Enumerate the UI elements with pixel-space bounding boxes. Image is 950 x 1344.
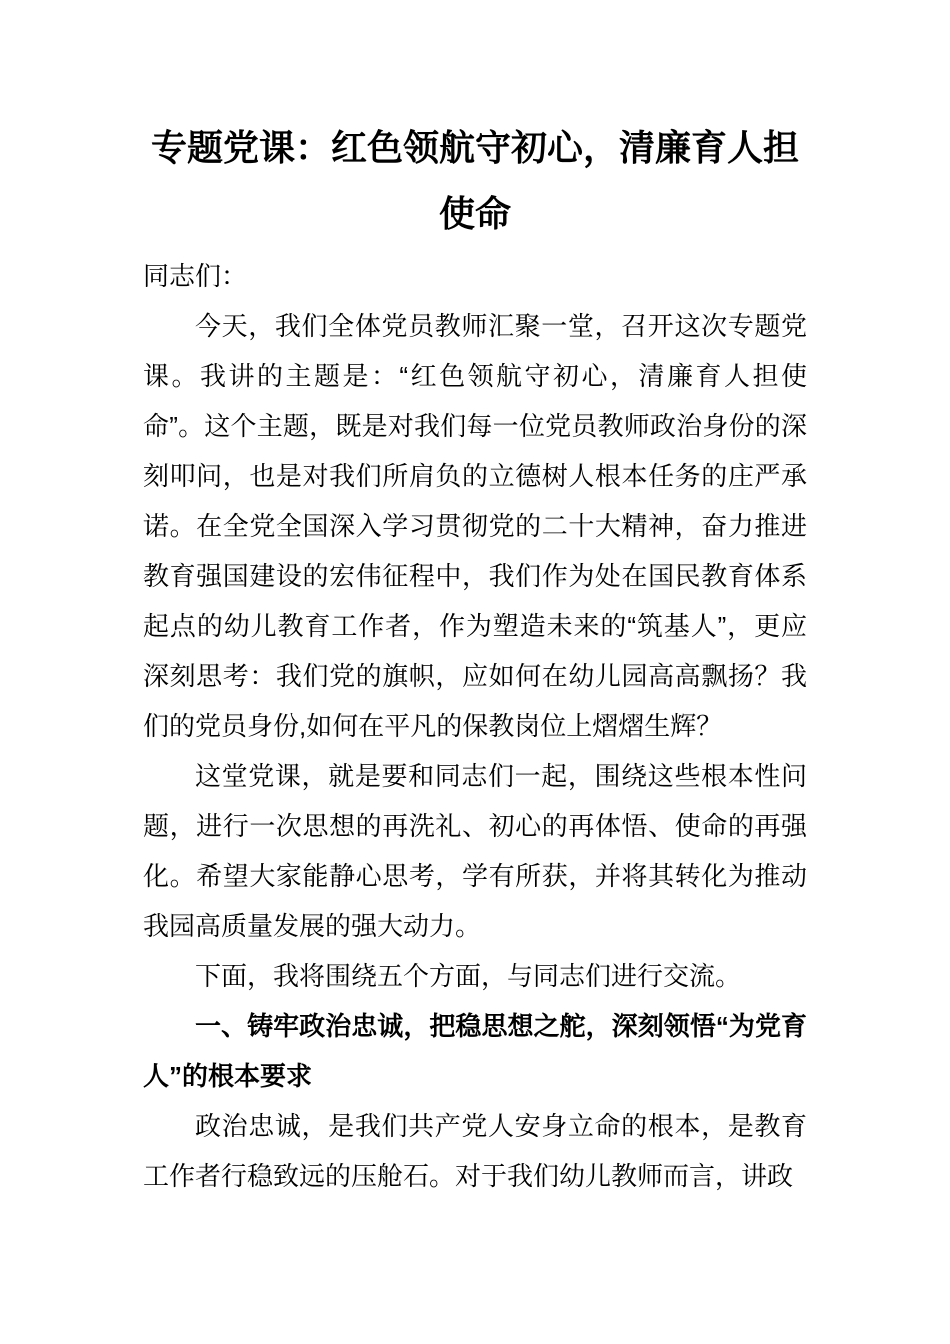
- page-title: 专题党课：红色领航守初心，清廉育人担使命: [150, 127, 799, 234]
- salutation-line: 同志们：: [143, 261, 248, 291]
- section-heading-one: 一、铸牢政治忠诚，把稳思想之舵，深刻领悟“为党育人”的根本要求: [143, 1011, 807, 1091]
- paragraph-section-one-body: 政治忠诚，是我们共产党人安身立命的根本，是教育工作者行稳致远的压舱石。对于我们幼儿教师而言，讲政: [143, 1111, 807, 1191]
- paragraph-purpose: 这堂党课，就是要和同志们一起，围绕这些根本性问题，进行一次思想的再洗礼、初心的再体悟、使命的再强化。希望大家能静心思考，学有所获，并将其转化为推动我园高质量发展的强大动力。: [143, 761, 807, 941]
- document-content: [143, 115, 807, 1201]
- paragraph-intro: 今天，我们全体党员教师汇聚一堂，召开这次专题党课。我讲的主题是：“红色领航守初心，清廉育人担使命”。这个主题，既是对我们每一位党员教师政治身份的深刻叩问，也是对我们所肩负的立德树人根本任务的庄严承诺。在全党全国深入学习贯彻党的二十大精神，奋力推进教育强国建设的宏伟征程中，我们作为处在国民教育体系起点的幼儿教育工作者，作为塑造未来的“筑基人”，更应深刻思考：我们党的旗帜，应如何在幼儿园高高飘扬？我们的党员身份,如何在平凡的保教岗位上熠熠生辉？: [143, 311, 807, 741]
- paragraph-transition: 下面，我将围绕五个方面，与同志们进行交流。: [195, 961, 742, 991]
